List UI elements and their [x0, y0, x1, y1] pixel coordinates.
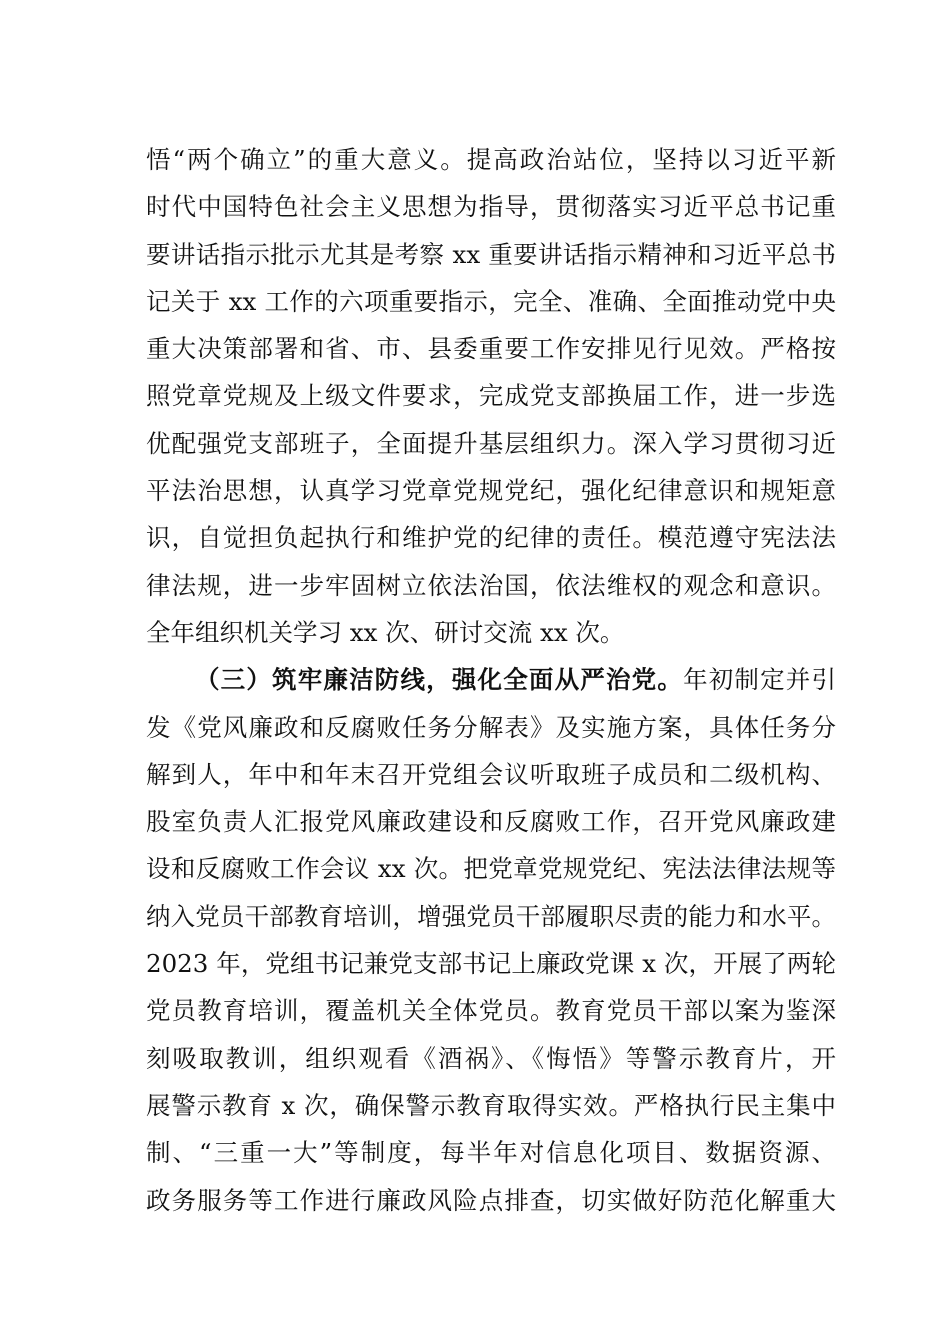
- text-line: 全年组织机关学习 xx 次、研讨交流 xx 次。: [146, 617, 625, 647]
- section-heading: （三）筑牢廉洁防线，强化全面从严治党。: [195, 665, 684, 695]
- text-line: 平法治思想，认真学习党章党规党纪，强化纪律意识和规矩意: [146, 476, 836, 506]
- text-line: 展警示教育 x 次，确保警示教育取得实效。严格执行民主集中: [146, 1090, 836, 1120]
- text-line: 制、“三重一大”等制度，每半年对信息化项目、数据资源、: [146, 1138, 836, 1168]
- text-line: 记关于 xx 工作的六项重要指示，完全、准确、全面推动党中央: [146, 286, 836, 316]
- text-line: 要讲话指示批示尤其是考察 xx 重要讲话指示精神和习近平总书: [146, 239, 836, 269]
- section-heading-line: [146, 656, 836, 703]
- text-line: 刻吸取教训，组织观看《酒祸》、《悔悟》等警示教育片，开: [146, 1043, 836, 1073]
- text-line: 律法规，进一步牢固树立依法治国，依法维权的观念和意识。: [146, 570, 836, 600]
- paragraph-2: [146, 656, 836, 1224]
- text-line: 股室负责人汇报党风廉政建设和反腐败工作，召开党风廉政建: [146, 807, 836, 837]
- text-line: 识，自觉担负起执行和维护党的纪律的责任。模范遵守宪法法: [146, 523, 836, 553]
- text-fragment: 年初制定并引: [683, 665, 836, 695]
- text-line: 设和反腐败工作会议 xx 次。把党章党规党纪、宪法法律法规等: [146, 854, 836, 884]
- text-line: 时代中国特色社会主义思想为指导，贯彻落实习近平总书记重: [146, 192, 836, 222]
- text-line: 发《党风廉政和反腐败任务分解表》及实施方案，具体任务分: [146, 712, 836, 742]
- paragraph-1: [146, 136, 836, 656]
- text-line: 党员教育培训，覆盖机关全体党员。教育党员干部以案为鉴深: [146, 996, 836, 1026]
- text-line: 纳入党员干部教育培训，增强党员干部履职尽责的能力和水平。: [146, 901, 836, 931]
- text-line: 政务服务等工作进行廉政风险点排查，切实做好防范化解重大: [146, 1185, 836, 1215]
- text-line: 悟“两个确立”的重大意义。提高政治站位，坚持以习近平新: [146, 145, 836, 174]
- text-line: 照党章党规及上级文件要求，完成党支部换届工作，进一步选: [146, 381, 836, 411]
- text-line: 优配强党支部班子，全面提升基层组织力。深入学习贯彻习近: [146, 428, 836, 458]
- document-body: [146, 136, 836, 1224]
- text-line: 解到人，年中和年末召开党组会议听取班子成员和二级机构、: [146, 759, 836, 789]
- text-line: 2023 年，党组书记兼党支部书记上廉政党课 x 次，开展了两轮: [146, 949, 836, 979]
- text-line: 重大决策部署和省、市、县委重要工作安排见行见效。严格按: [146, 334, 836, 364]
